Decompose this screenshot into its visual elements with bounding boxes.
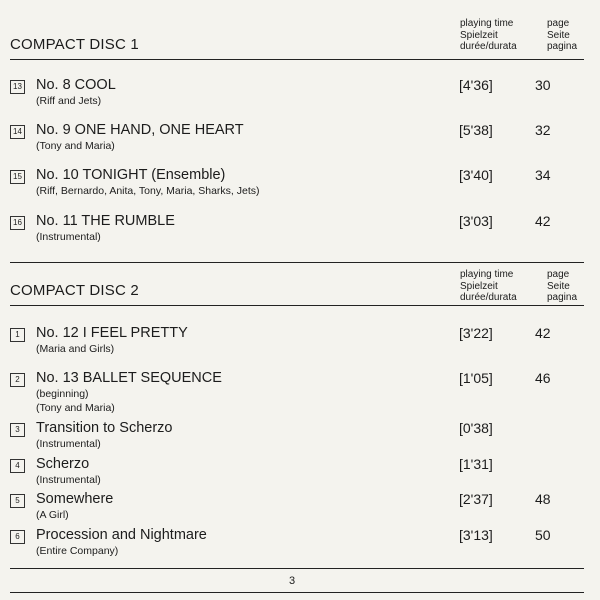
track-number: 16 <box>10 216 25 230</box>
track-performers: (Tony and Maria) <box>36 402 115 414</box>
track-number: 6 <box>10 530 25 544</box>
track-number: 1 <box>10 328 25 342</box>
track-title: Procession and Nightmare <box>36 527 207 543</box>
track-number: 5 <box>10 494 25 508</box>
track-title: No. 13 BALLET SEQUENCE <box>36 370 222 386</box>
track-title: Scherzo <box>36 456 90 472</box>
track-title: No. 12 I FEEL PRETTY <box>36 325 188 341</box>
track-number: 15 <box>10 170 25 184</box>
track-time: [1'05] <box>459 370 493 386</box>
page-number: 3 <box>288 575 296 587</box>
track-page: 50 <box>535 527 551 543</box>
track-time: [3'40] <box>459 167 493 183</box>
track-number: 4 <box>10 459 25 473</box>
page-heading: page Seite pagina <box>547 18 578 52</box>
page-heading: page Seite pagina <box>547 269 578 303</box>
track-page: 30 <box>535 77 551 93</box>
track-time: [4'36] <box>459 77 493 93</box>
track-page: 42 <box>535 213 551 229</box>
track-performers: (Riff and Jets) <box>36 95 102 107</box>
track-page: 34 <box>535 167 551 183</box>
playing-time-heading: playing time Spielzeit durée/durata <box>460 18 517 52</box>
track-performers: (Instrumental) <box>36 438 101 450</box>
track-page: 42 <box>535 325 551 341</box>
track-time: [3'13] <box>459 527 493 543</box>
track-title: No. 11 THE RUMBLE <box>36 213 175 229</box>
track-row <box>10 369 580 417</box>
track-number: 2 <box>10 373 25 387</box>
track-title: No. 8 COOL <box>36 77 116 93</box>
track-time: [3'22] <box>459 325 493 341</box>
track-time: [3'03] <box>459 213 493 229</box>
track-performers: (Entire Company) <box>36 545 119 557</box>
track-time: [1'31] <box>459 456 493 472</box>
disc-1-header <box>10 0 584 60</box>
track-performers: (Tony and Maria) <box>36 140 115 152</box>
track-title: Transition to Scherzo <box>36 420 173 436</box>
track-row <box>10 166 580 210</box>
track-page: 32 <box>535 122 551 138</box>
track-row <box>10 212 580 256</box>
track-page: 46 <box>535 370 551 386</box>
bottom-rule <box>10 592 584 593</box>
disc-2-header <box>10 262 584 307</box>
track-number: 14 <box>10 125 25 139</box>
track-number: 13 <box>10 80 25 94</box>
footer-divider <box>10 568 584 569</box>
disc-1-rule <box>10 59 584 60</box>
track-title: No. 10 TONIGHT (Ensemble) <box>36 167 226 183</box>
track-title: No. 9 ONE HAND, ONE HEART <box>36 122 244 138</box>
track-performers: (Instrumental) <box>36 231 101 243</box>
track-performers: (Maria and Girls) <box>36 343 115 355</box>
track-performers: (Instrumental) <box>36 474 101 486</box>
track-row <box>10 526 580 570</box>
track-time: [0'38] <box>459 420 493 436</box>
track-performers: (A Girl) <box>36 509 69 521</box>
disc-2-title: COMPACT DISC 2 <box>10 282 139 299</box>
track-time: [2'37] <box>459 491 493 507</box>
track-time: [5'38] <box>459 122 493 138</box>
track-subtitle: (beginning) <box>36 388 89 400</box>
track-number: 3 <box>10 423 25 437</box>
track-title: Somewhere <box>36 491 114 507</box>
track-performers: (Riff, Bernardo, Anita, Tony, Maria, Sharks, Jets) <box>36 185 260 197</box>
disc-1-title: COMPACT DISC 1 <box>10 36 139 53</box>
disc-2-rule <box>10 305 584 306</box>
track-row <box>10 324 580 368</box>
track-row <box>10 76 580 120</box>
track-page: 48 <box>535 491 551 507</box>
playing-time-heading: playing time Spielzeit durée/durata <box>460 269 517 303</box>
track-row <box>10 121 580 165</box>
